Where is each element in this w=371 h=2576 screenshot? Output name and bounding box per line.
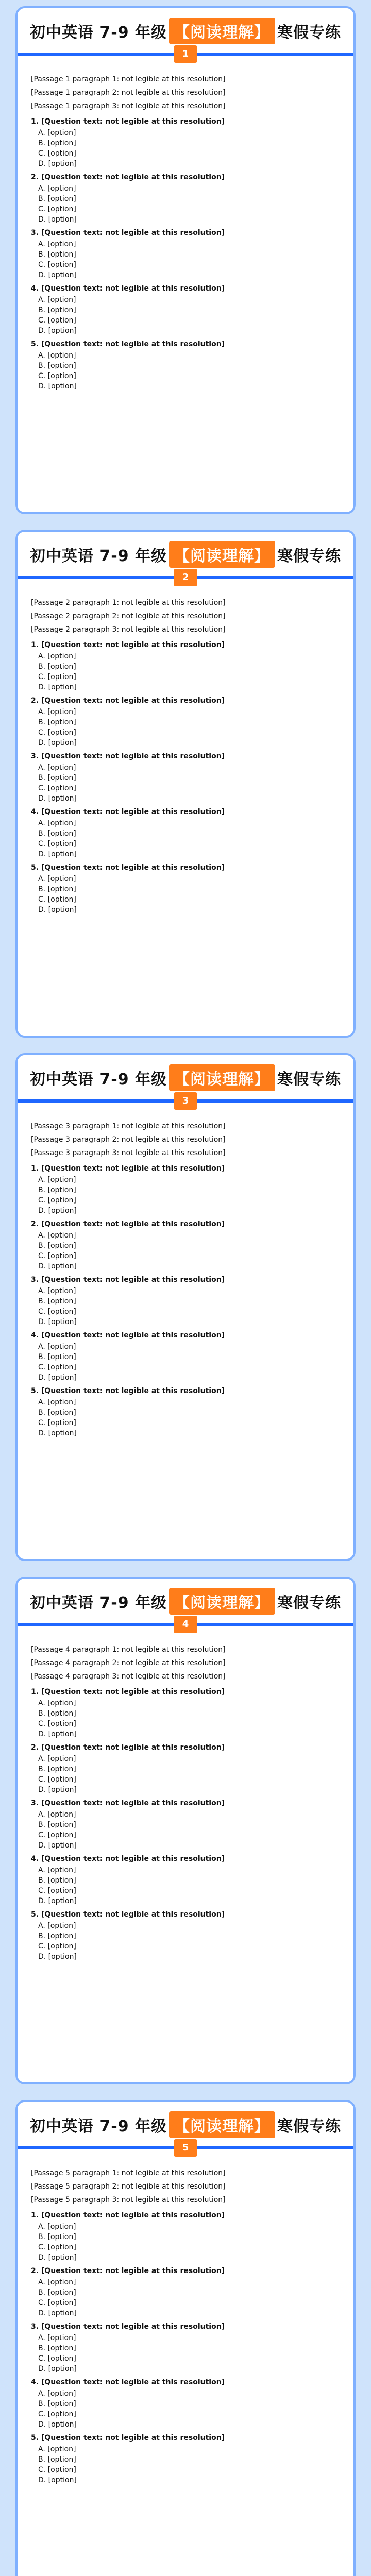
title-left: 初中英语 7-9 年级 <box>29 1594 167 1612</box>
panel-header <box>18 1055 353 1112</box>
question: 4. [Question text: not legible at this resolution] <box>31 284 225 293</box>
panel-title <box>18 1588 353 1615</box>
answer-option: A. [option] <box>38 1866 76 1874</box>
answer-option: C. [option] <box>38 2410 76 2418</box>
title-right: 寒假专练 <box>277 24 342 42</box>
title-right: 寒假专练 <box>277 1594 342 1612</box>
answer-option: C. [option] <box>38 895 76 904</box>
answer-option: D. [option] <box>38 1207 77 1215</box>
answer-option: B. [option] <box>38 774 76 782</box>
panel-content <box>18 588 353 1038</box>
panel-content <box>18 65 353 514</box>
passage-number-badge: 3 <box>174 1092 197 1110</box>
answer-option: B. [option] <box>38 663 76 671</box>
question: 1. [Question text: not legible at this resolution] <box>31 1164 225 1173</box>
panel-4 <box>15 1577 356 2084</box>
panels-root <box>0 6 371 2576</box>
title-right: 寒假专练 <box>277 1071 342 1089</box>
question: 1. [Question text: not legible at this resolution] <box>31 1688 225 1696</box>
answer-option: D. [option] <box>38 1318 77 1326</box>
answer-option: B. [option] <box>38 1297 76 1306</box>
questions <box>31 116 340 392</box>
answer-option: A. [option] <box>38 351 76 360</box>
panel-content <box>18 1112 353 1561</box>
answer-option: A. [option] <box>38 1810 76 1819</box>
answer-option: C. [option] <box>38 1196 76 1205</box>
question: 2. [Question text: not legible at this resolution] <box>31 1743 225 1752</box>
passage-paragraph: [Passage 5 paragraph 2: not legible at this resolution] <box>31 2182 226 2191</box>
panel-header <box>18 1579 353 1635</box>
answer-option: A. [option] <box>38 1176 76 1184</box>
answer-option: A. [option] <box>38 1343 76 1351</box>
passage-number-badge: 5 <box>174 2139 197 2157</box>
answer-option: D. [option] <box>38 1897 77 1905</box>
answer-option: C. [option] <box>38 1887 76 1895</box>
answer-option: B. [option] <box>38 1409 76 1417</box>
answer-option: A. [option] <box>38 1922 76 1930</box>
answer-option: D. [option] <box>38 739 77 747</box>
question: 4. [Question text: not legible at this resolution] <box>31 2378 225 2386</box>
answer-option: A. [option] <box>38 1398 76 1406</box>
questions <box>31 1163 340 1438</box>
answer-option: B. [option] <box>38 306 76 314</box>
answer-option: C. [option] <box>38 1419 76 1427</box>
answer-option: A. [option] <box>38 2389 76 2398</box>
answer-option: D. [option] <box>38 683 77 691</box>
passage <box>31 598 340 635</box>
passage-paragraph: [Passage 3 paragraph 3: not legible at this resolution] <box>31 1149 226 1157</box>
answer-option: B. [option] <box>38 885 76 893</box>
answer-option: C. [option] <box>38 2243 76 2251</box>
passage-paragraph: [Passage 5 paragraph 1: not legible at this resolution] <box>31 2169 226 2177</box>
answer-option: C. [option] <box>38 1308 76 1316</box>
answer-option: B. [option] <box>38 1932 76 1940</box>
answer-option: D. [option] <box>38 382 77 391</box>
answer-option: D. [option] <box>38 215 77 224</box>
answer-option: A. [option] <box>38 875 76 883</box>
answer-option: A. [option] <box>38 2223 76 2231</box>
answer-option: C. [option] <box>38 784 76 792</box>
answer-option: D. [option] <box>38 1786 77 1794</box>
panel-title <box>18 18 353 44</box>
title-bracket: 【阅读理解】 <box>169 1588 275 1615</box>
title-bracket: 【阅读理解】 <box>169 18 275 44</box>
answer-option: B. [option] <box>38 1242 76 1250</box>
passage-paragraph: [Passage 4 paragraph 1: not legible at this resolution] <box>31 1646 226 1654</box>
answer-option: D. [option] <box>38 2309 77 2317</box>
question: 5. [Question text: not legible at this resolution] <box>31 1910 225 1919</box>
answer-option: B. [option] <box>38 1765 76 1773</box>
passage-number-badge: 1 <box>174 45 197 63</box>
passage-number-badge: 4 <box>174 1616 197 1633</box>
answer-option: C. [option] <box>38 205 76 213</box>
answer-option: A. [option] <box>38 184 76 193</box>
panel-title <box>18 541 353 568</box>
answer-option: A. [option] <box>38 296 76 304</box>
answer-option: D. [option] <box>38 1429 77 1437</box>
question: 1. [Question text: not legible at this resolution] <box>31 117 225 126</box>
answer-option: D. [option] <box>38 1841 77 1850</box>
answer-option: B. [option] <box>38 2233 76 2241</box>
answer-option: C. [option] <box>38 2299 76 2307</box>
answer-option: C. [option] <box>38 2466 76 2474</box>
title-left: 初中英语 7-9 年级 <box>29 1071 167 1089</box>
answer-option: C. [option] <box>38 728 76 737</box>
answer-option: C. [option] <box>38 840 76 848</box>
answer-option: B. [option] <box>38 2400 76 2408</box>
passage <box>31 74 340 111</box>
question: 2. [Question text: not legible at this resolution] <box>31 1220 225 1228</box>
answer-option: B. [option] <box>38 195 76 203</box>
passage-paragraph: [Passage 5 paragraph 3: not legible at this resolution] <box>31 2196 226 2204</box>
questions <box>31 2210 340 2485</box>
answer-option: C. [option] <box>38 1363 76 1371</box>
answer-option: B. [option] <box>38 139 76 147</box>
answer-option: A. [option] <box>38 1755 76 1763</box>
passage-paragraph: [Passage 2 paragraph 2: not legible at this resolution] <box>31 612 226 620</box>
answer-option: D. [option] <box>38 327 77 335</box>
answer-option: B. [option] <box>38 718 76 726</box>
answer-option: D. [option] <box>38 2420 77 2429</box>
bottom-fade <box>18 2071 353 2082</box>
answer-option: B. [option] <box>38 1186 76 1194</box>
passage-paragraph: [Passage 4 paragraph 3: not legible at this resolution] <box>31 1672 226 1681</box>
question: 5. [Question text: not legible at this resolution] <box>31 863 225 872</box>
answer-option: A. [option] <box>38 129 76 137</box>
panel-title <box>18 2111 353 2138</box>
title-right: 寒假专练 <box>277 2117 342 2136</box>
answer-option: B. [option] <box>38 1353 76 1361</box>
answer-option: B. [option] <box>38 2289 76 2297</box>
title-left: 初中英语 7-9 年级 <box>29 24 167 42</box>
questions <box>31 640 340 915</box>
title-bracket: 【阅读理解】 <box>169 1064 275 1091</box>
answer-option: D. [option] <box>38 906 77 914</box>
answer-option: A. [option] <box>38 1287 76 1295</box>
passage-paragraph: [Passage 3 paragraph 2: not legible at this resolution] <box>31 1136 226 1144</box>
question: 4. [Question text: not legible at this resolution] <box>31 1331 225 1340</box>
question: 1. [Question text: not legible at this resolution] <box>31 2211 225 2219</box>
title-left: 初中英语 7-9 年级 <box>29 2117 167 2136</box>
title-left: 初中英语 7-9 年级 <box>29 547 167 565</box>
question: 2. [Question text: not legible at this resolution] <box>31 697 225 705</box>
answer-option: B. [option] <box>38 250 76 259</box>
title-bracket: 【阅读理解】 <box>169 541 275 568</box>
panel-header <box>18 532 353 588</box>
question: 5. [Question text: not legible at this resolution] <box>31 340 225 348</box>
title-right: 寒假专练 <box>277 547 342 565</box>
answer-option: C. [option] <box>38 1831 76 1839</box>
answer-option: A. [option] <box>38 240 76 248</box>
answer-option: C. [option] <box>38 316 76 325</box>
answer-option: D. [option] <box>38 1730 77 1738</box>
question: 4. [Question text: not legible at this resolution] <box>31 1855 225 1863</box>
panel-header <box>18 2102 353 2159</box>
panel-5 <box>15 2100 356 2576</box>
passage-paragraph: [Passage 2 paragraph 3: not legible at this resolution] <box>31 625 226 634</box>
passage-paragraph: [Passage 1 paragraph 2: not legible at this resolution] <box>31 89 226 97</box>
question: 3. [Question text: not legible at this resolution] <box>31 2323 225 2331</box>
bottom-fade <box>18 1024 353 1036</box>
answer-option: B. [option] <box>38 1876 76 1885</box>
passage <box>31 1121 340 1158</box>
question: 3. [Question text: not legible at this resolution] <box>31 752 225 760</box>
title-bracket: 【阅读理解】 <box>169 2111 275 2138</box>
panel-content <box>18 2159 353 2576</box>
passage-paragraph: [Passage 1 paragraph 1: not legible at this resolution] <box>31 75 226 83</box>
question: 3. [Question text: not legible at this resolution] <box>31 1276 225 1284</box>
answer-option: D. [option] <box>38 2253 77 2262</box>
question: 2. [Question text: not legible at this resolution] <box>31 173 225 181</box>
answer-option: C. [option] <box>38 1775 76 1784</box>
passage-paragraph: [Passage 4 paragraph 2: not legible at this resolution] <box>31 1659 226 1667</box>
answer-option: A. [option] <box>38 819 76 827</box>
answer-option: B. [option] <box>38 1709 76 1718</box>
answer-option: D. [option] <box>38 1953 77 1961</box>
answer-option: A. [option] <box>38 1231 76 1240</box>
question: 5. [Question text: not legible at this resolution] <box>31 1387 225 1395</box>
passage-paragraph: [Passage 3 paragraph 1: not legible at this resolution] <box>31 1122 226 1130</box>
answer-option: C. [option] <box>38 2354 76 2363</box>
question: 1. [Question text: not legible at this resolution] <box>31 641 225 649</box>
passage-paragraph: [Passage 2 paragraph 1: not legible at this resolution] <box>31 599 226 607</box>
passage-number-badge: 2 <box>174 569 197 586</box>
answer-option: B. [option] <box>38 829 76 838</box>
bottom-fade <box>18 501 353 512</box>
answer-option: A. [option] <box>38 2334 76 2342</box>
answer-option: C. [option] <box>38 372 76 380</box>
answer-option: B. [option] <box>38 2455 76 2464</box>
passage-paragraph: [Passage 1 paragraph 3: not legible at this resolution] <box>31 102 226 110</box>
answer-option: D. [option] <box>38 271 77 279</box>
answer-option: A. [option] <box>38 764 76 772</box>
answer-option: D. [option] <box>38 2476 77 2484</box>
bottom-fade <box>18 1548 353 1559</box>
question: 5. [Question text: not legible at this resolution] <box>31 2434 225 2442</box>
answer-option: C. [option] <box>38 1252 76 1260</box>
answer-option: D. [option] <box>38 1374 77 1382</box>
panel-2 <box>15 530 356 1038</box>
answer-option: A. [option] <box>38 652 76 660</box>
answer-option: D. [option] <box>38 794 77 803</box>
answer-option: C. [option] <box>38 1942 76 1951</box>
answer-option: A. [option] <box>38 2445 76 2453</box>
answer-option: D. [option] <box>38 1262 77 1270</box>
question: 3. [Question text: not legible at this resolution] <box>31 1799 225 1807</box>
answer-option: C. [option] <box>38 149 76 158</box>
answer-option: D. [option] <box>38 2365 77 2373</box>
passage <box>31 1645 340 1682</box>
answer-option: D. [option] <box>38 160 77 168</box>
panel-title <box>18 1064 353 1091</box>
panel-content <box>18 1635 353 2084</box>
answer-option: B. [option] <box>38 1821 76 1829</box>
answer-option: A. [option] <box>38 708 76 716</box>
panel-header <box>18 8 353 65</box>
passage <box>31 2168 340 2205</box>
question: 3. [Question text: not legible at this resolution] <box>31 229 225 237</box>
question: 4. [Question text: not legible at this resolution] <box>31 808 225 816</box>
answer-option: C. [option] <box>38 673 76 681</box>
answer-option: D. [option] <box>38 850 77 858</box>
question: 2. [Question text: not legible at this resolution] <box>31 2267 225 2275</box>
answer-option: A. [option] <box>38 1699 76 1707</box>
questions <box>31 1687 340 1962</box>
answer-option: C. [option] <box>38 261 76 269</box>
answer-option: B. [option] <box>38 2344 76 2352</box>
panel-3 <box>15 1053 356 1561</box>
panel-1 <box>15 6 356 514</box>
answer-option: B. [option] <box>38 362 76 370</box>
answer-option: A. [option] <box>38 2278 76 2286</box>
answer-option: C. [option] <box>38 1720 76 1728</box>
